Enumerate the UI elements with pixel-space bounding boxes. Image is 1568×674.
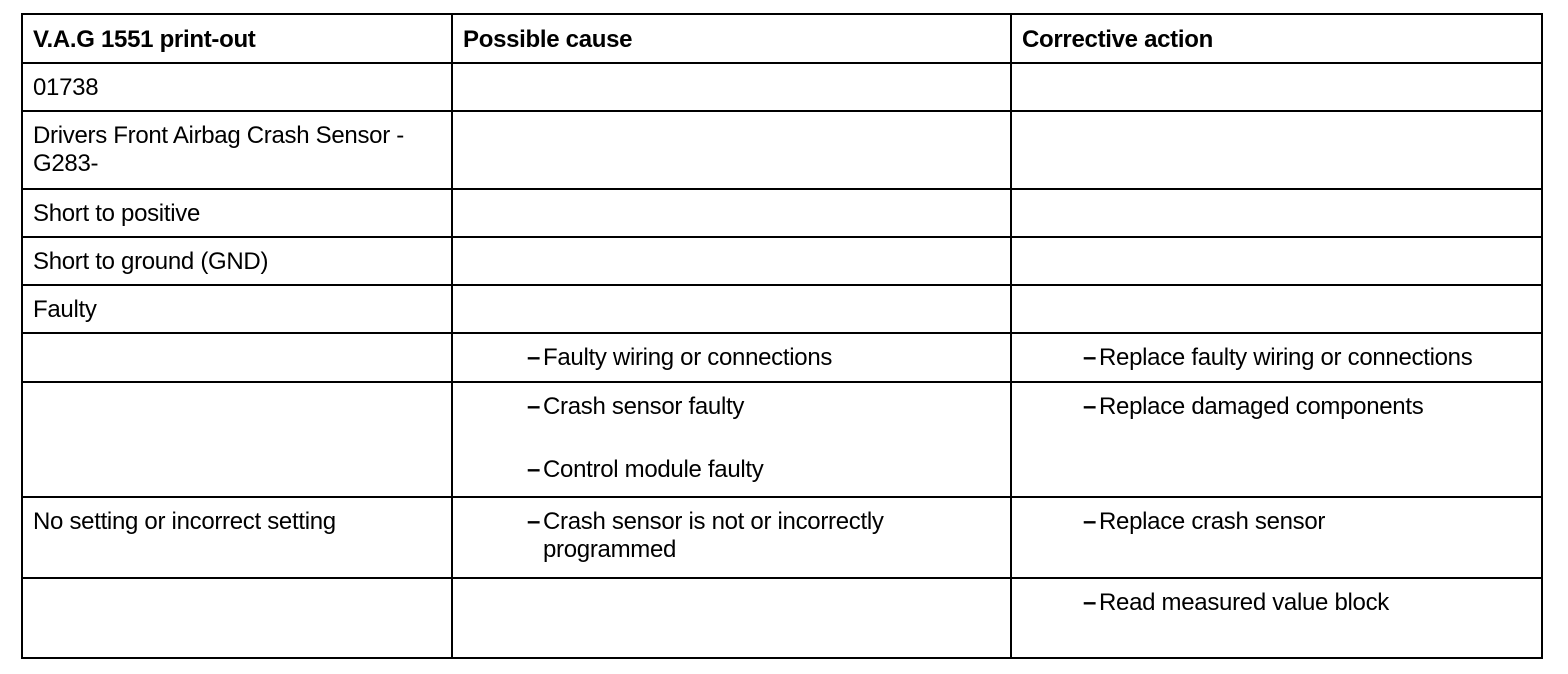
bullet-dash: –: [527, 393, 541, 420]
header-row: [22, 14, 1542, 63]
action-text: Replace crash sensor: [1099, 508, 1326, 535]
bullet-dash: –: [1083, 589, 1097, 616]
printout-cell: Faulty: [22, 285, 452, 333]
action-text: Read measured value block: [1099, 589, 1390, 616]
header-printout: V.A.G 1551 print-out: [22, 14, 452, 63]
bullet-dash: –: [527, 456, 541, 483]
printout-cell: No setting or incorrect setting: [22, 497, 452, 578]
cause-cell: [452, 497, 1011, 578]
cause-item: [463, 456, 1000, 484]
cause-cell: [452, 382, 1011, 497]
action-cell: [1011, 237, 1542, 285]
printout-cell: Short to positive: [22, 189, 452, 237]
bullet-dash: –: [1083, 344, 1097, 371]
cause-cell: [452, 63, 1011, 111]
printout-cell: [22, 333, 452, 382]
cause-text: Crash sensor is not or incorrectly programmed: [543, 508, 884, 563]
action-item: [1022, 344, 1531, 372]
action-cell: [1011, 382, 1542, 497]
cause-cell: [452, 333, 1011, 382]
diagnostic-table: [21, 13, 1543, 659]
action-cell: [1011, 578, 1542, 658]
table-row: [22, 189, 1542, 237]
bullet-dash: –: [527, 344, 541, 371]
cause-cell: [452, 111, 1011, 189]
table-row: [22, 285, 1542, 333]
cause-cell: [452, 578, 1011, 658]
bullet-dash: –: [1083, 508, 1097, 535]
bullet-dash: –: [1083, 393, 1097, 420]
cause-cell: [452, 237, 1011, 285]
printout-cell: [22, 382, 452, 497]
action-item: [1022, 589, 1531, 617]
action-cell: [1011, 333, 1542, 382]
table-row: [22, 63, 1542, 111]
action-cell: [1011, 189, 1542, 237]
header-corrective-action: Corrective action: [1011, 14, 1542, 63]
table-row: [22, 578, 1542, 658]
printout-cell: Short to ground (GND): [22, 237, 452, 285]
printout-cell: [22, 578, 452, 658]
table-row: [22, 237, 1542, 285]
cause-item: [463, 393, 1000, 421]
bullet-dash: –: [527, 508, 541, 535]
header-possible-cause: Possible cause: [452, 14, 1011, 63]
printout-cell: Drivers Front Airbag Crash Sensor -G283-: [22, 111, 452, 189]
table-row: [22, 333, 1542, 382]
action-cell: [1011, 497, 1542, 578]
action-cell: [1011, 63, 1542, 111]
printout-cell: 01738: [22, 63, 452, 111]
cause-text: Faulty wiring or connections: [543, 344, 833, 371]
action-text: Replace damaged components: [1099, 393, 1424, 420]
table-row: [22, 497, 1542, 578]
action-item: [1022, 508, 1531, 536]
action-cell: [1011, 111, 1542, 189]
action-item: [1022, 393, 1531, 421]
cause-text: Crash sensor faulty: [543, 393, 745, 420]
cause-text: Control module faulty: [543, 456, 764, 483]
action-cell: [1011, 285, 1542, 333]
cause-cell: [452, 285, 1011, 333]
cause-cell: [452, 189, 1011, 237]
action-text: Replace faulty wiring or connections: [1099, 344, 1473, 371]
table-row: [22, 111, 1542, 189]
table-row: [22, 382, 1542, 497]
cause-item: [463, 508, 1000, 564]
cause-item: [463, 344, 1000, 372]
